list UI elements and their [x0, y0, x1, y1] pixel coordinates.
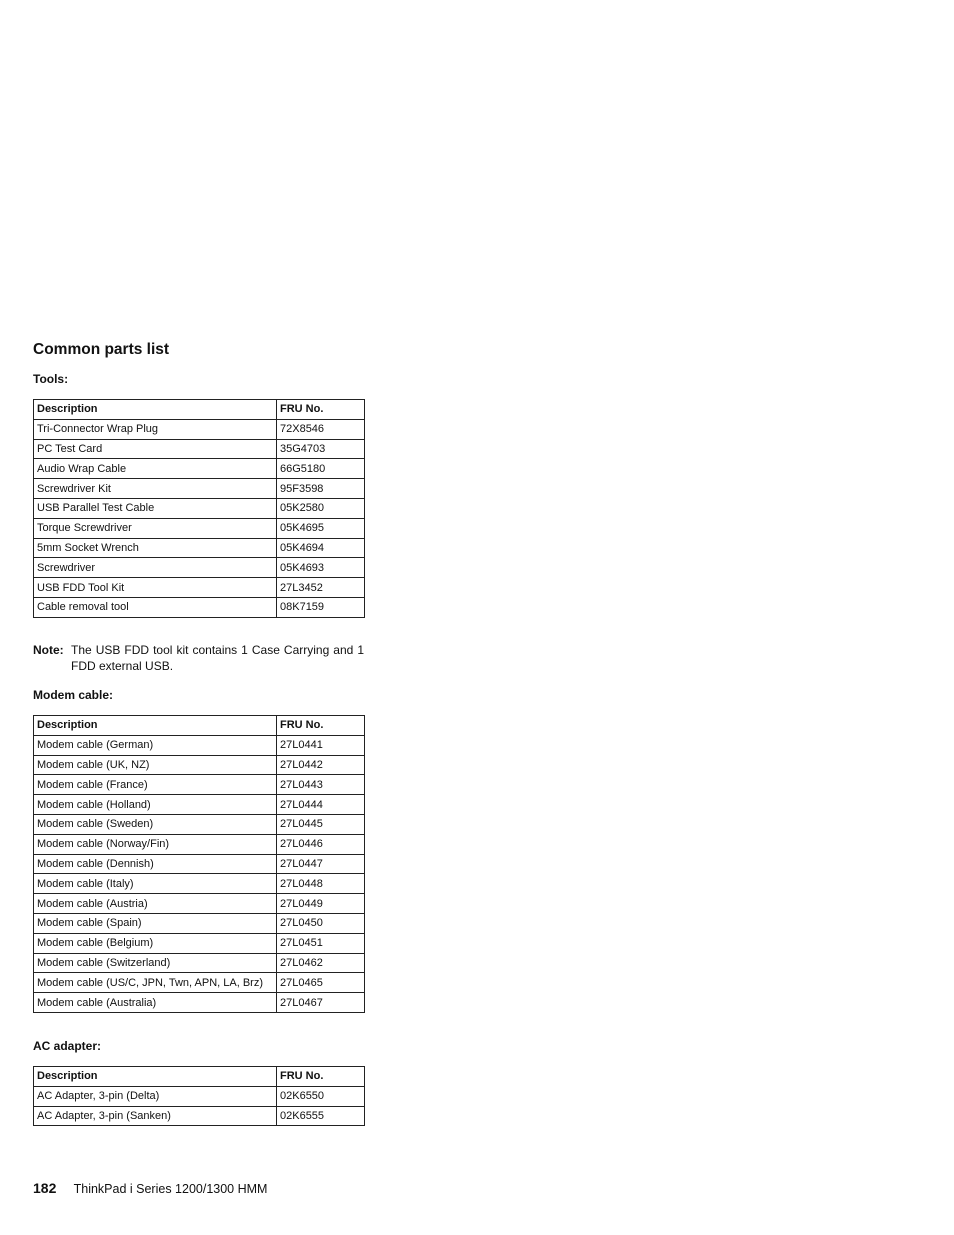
table-row — [34, 933, 365, 953]
fru-number-cell: 27L0442 — [277, 755, 365, 775]
description-cell: Modem cable (Spain) — [34, 913, 277, 933]
page-footer — [33, 1180, 267, 1196]
fru-number-cell: 27L0465 — [277, 973, 365, 993]
table-row — [34, 993, 365, 1013]
table-row — [34, 894, 365, 914]
table-row — [34, 795, 365, 815]
fru-number-cell: 72X8546 — [277, 419, 365, 439]
book-title: ThinkPad i Series 1200/1300 HMM — [73, 1182, 268, 1196]
fru-number-cell: 27L0467 — [277, 993, 365, 1013]
table-row — [34, 597, 365, 617]
fru-number-cell: 27L0451 — [277, 933, 365, 953]
fru-number-cell: 27L0448 — [277, 874, 365, 894]
note-label: Note: — [33, 643, 64, 657]
table-row — [34, 518, 365, 538]
column-header-description: Description — [34, 1067, 277, 1087]
description-cell: Modem cable (Holland) — [34, 795, 277, 815]
table-header-row — [34, 400, 365, 420]
table-row — [34, 1086, 365, 1106]
fru-number-cell: 66G5180 — [277, 459, 365, 479]
fru-number-cell: 27L0441 — [277, 735, 365, 755]
fru-number-cell: 08K7159 — [277, 597, 365, 617]
description-cell: Modem cable (Dennish) — [34, 854, 277, 874]
description-cell: Modem cable (Sweden) — [34, 814, 277, 834]
fru-number-cell: 27L0444 — [277, 795, 365, 815]
fru-number-cell: 95F3598 — [277, 479, 365, 499]
table-row — [34, 578, 365, 598]
table-row — [34, 538, 365, 558]
description-cell: Tri-Connector Wrap Plug — [34, 419, 277, 439]
table-row — [34, 913, 365, 933]
description-cell: Screwdriver — [34, 558, 277, 578]
table-row — [34, 953, 365, 973]
column-header-description: Description — [34, 400, 277, 420]
description-cell: Modem cable (Switzerland) — [34, 953, 277, 973]
fru-number-cell: 35G4703 — [277, 439, 365, 459]
description-cell: Audio Wrap Cable — [34, 459, 277, 479]
fru-number-cell: 05K4693 — [277, 558, 365, 578]
table-row — [34, 735, 365, 755]
table-row — [34, 834, 365, 854]
description-cell: Screwdriver Kit — [34, 479, 277, 499]
fru-number-cell: 05K2580 — [277, 498, 365, 518]
description-cell: PC Test Card — [34, 439, 277, 459]
column-header-description: Description — [34, 716, 277, 736]
description-cell: Modem cable (Austria) — [34, 894, 277, 914]
table-row — [34, 459, 365, 479]
table-row — [34, 498, 365, 518]
fru-number-cell: 27L0443 — [277, 775, 365, 795]
fru-number-cell: 27L0450 — [277, 913, 365, 933]
modem-table — [33, 715, 365, 1013]
note-text: The USB FDD tool kit contains 1 Case Carrying and 1 FDD external USB. — [71, 643, 364, 673]
fru-number-cell: 02K6550 — [277, 1086, 365, 1106]
note — [33, 642, 364, 674]
table-row — [34, 558, 365, 578]
description-cell: Torque Screwdriver — [34, 518, 277, 538]
description-cell: USB Parallel Test Cable — [34, 498, 277, 518]
description-cell: AC Adapter, 3-pin (Delta) — [34, 1086, 277, 1106]
description-cell: USB FDD Tool Kit — [34, 578, 277, 598]
description-cell: Modem cable (France) — [34, 775, 277, 795]
fru-number-cell: 02K6555 — [277, 1106, 365, 1126]
section-title: Common parts list — [33, 341, 170, 358]
table-row — [34, 814, 365, 834]
fru-number-cell: 27L0446 — [277, 834, 365, 854]
table-row — [34, 854, 365, 874]
table-row — [34, 775, 365, 795]
table-row — [34, 439, 365, 459]
description-cell: Modem cable (UK, NZ) — [34, 755, 277, 775]
table-row — [34, 973, 365, 993]
column-header-fru: FRU No. — [277, 1067, 365, 1087]
table-row — [34, 419, 365, 439]
fru-number-cell: 05K4694 — [277, 538, 365, 558]
ac-heading: AC adapter: — [33, 1039, 102, 1053]
table-header-row — [34, 716, 365, 736]
fru-number-cell: 27L0462 — [277, 953, 365, 973]
modem-heading: Modem cable: — [33, 688, 114, 702]
tools-table — [33, 399, 365, 618]
table-row — [34, 479, 365, 499]
description-cell: Modem cable (Belgium) — [34, 933, 277, 953]
table-row — [34, 755, 365, 775]
description-cell: Modem cable (German) — [34, 735, 277, 755]
table-row — [34, 1106, 365, 1126]
description-cell: Modem cable (Italy) — [34, 874, 277, 894]
description-cell: 5mm Socket Wrench — [34, 538, 277, 558]
fru-number-cell: 27L0445 — [277, 814, 365, 834]
description-cell: Modem cable (Norway/Fin) — [34, 834, 277, 854]
fru-number-cell: 27L3452 — [277, 578, 365, 598]
column-header-fru: FRU No. — [277, 716, 365, 736]
fru-number-cell: 27L0447 — [277, 854, 365, 874]
description-cell: Modem cable (US/C, JPN, Twn, APN, LA, Brz) — [34, 973, 277, 993]
ac-table — [33, 1066, 365, 1126]
description-cell: Modem cable (Australia) — [34, 993, 277, 1013]
description-cell: AC Adapter, 3-pin (Sanken) — [34, 1106, 277, 1126]
table-row — [34, 874, 365, 894]
column-header-fru: FRU No. — [277, 400, 365, 420]
fru-number-cell: 05K4695 — [277, 518, 365, 538]
fru-number-cell: 27L0449 — [277, 894, 365, 914]
description-cell: Cable removal tool — [34, 597, 277, 617]
tools-heading: Tools: — [33, 372, 69, 386]
page-number: 182 — [33, 1180, 57, 1196]
table-header-row — [34, 1067, 365, 1087]
